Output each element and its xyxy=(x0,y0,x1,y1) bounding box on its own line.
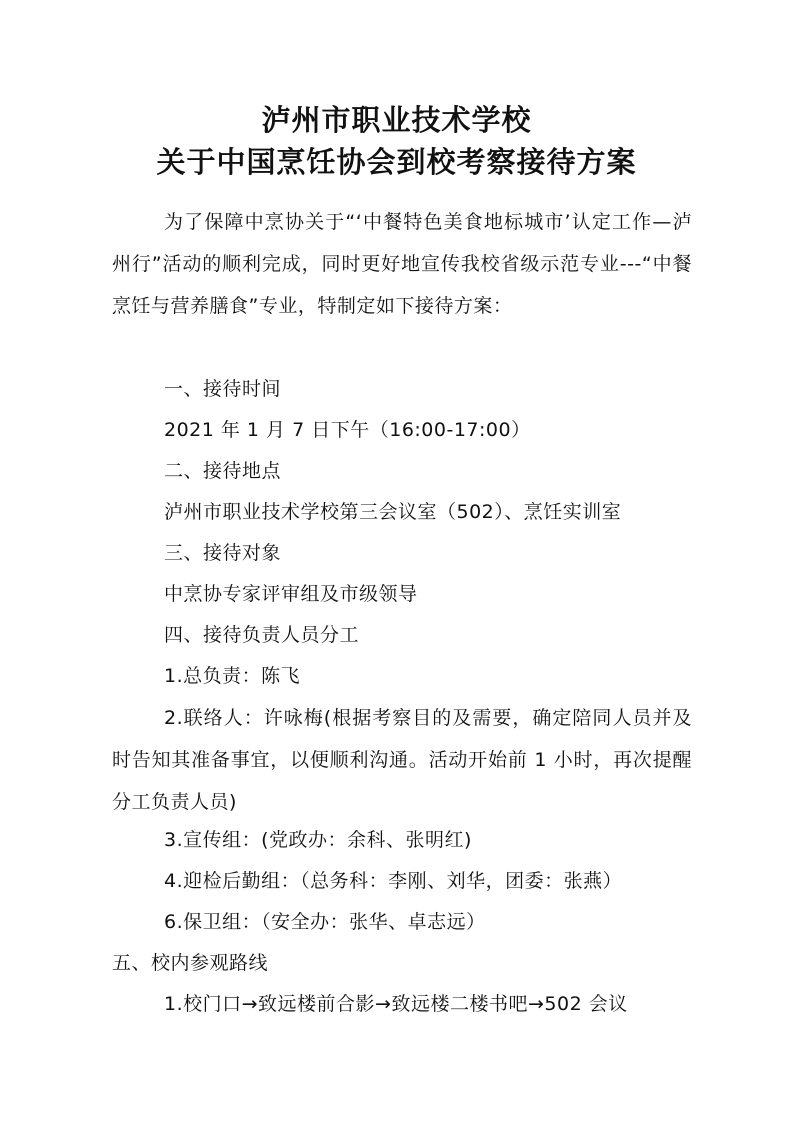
section1-heading: 一、接待时间 xyxy=(164,378,282,400)
document-title-school: 泸州市职业技术学校 xyxy=(261,103,532,137)
route-item-1: 1.校门口→致远楼前合影→致远楼二楼书吧→502 会议 xyxy=(164,993,628,1015)
section2-content: 泸州市职业技术学校第三会议室（502）、烹饪实训室 xyxy=(164,501,622,523)
responsibility-item-4: 4.迎检后勤组：（总务科：李刚、刘华，团委：张燕） xyxy=(164,870,623,892)
section3-content: 中烹协专家评审组及市级领导 xyxy=(164,583,418,605)
section4-heading: 四、接待负责人员分工 xyxy=(164,624,360,646)
responsibility-item-1: 1.总负责：陈飞 xyxy=(164,665,301,687)
responsibility-item-3: 3.宣传组：(党政办：余科、张明红) xyxy=(164,829,472,851)
section1-content: 2021 年 1 月 7 日下午（16:00-17:00） xyxy=(164,419,531,441)
responsibility-item-6: 6.保卫组：（安全办：张华、卓志远） xyxy=(164,911,486,933)
responsibility-item-2: 2.联络人：许咏梅(根据考察目的及需要，确定陪同人员并及时告知其准备事宜，以便顺利沟通。活动开始前 1 小时，再次提醒分工负责人员) xyxy=(112,707,692,813)
document-title-plan: 关于中国烹饪协会到校考察接待方案 xyxy=(156,145,637,179)
section5-heading: 五、校内参观路线 xyxy=(112,952,269,974)
section3-heading: 三、接待对象 xyxy=(164,542,282,564)
intro-paragraph: 为了保障中烹协关于“‘中餐特色美食地标城市’认定工作—泸州行”活动的顺利完成，同时更好地宣传我校省级示范专业---“中餐烹饪与营养膳食”专业，特制定如下接待方案： xyxy=(112,211,692,317)
section2-heading: 二、接待地点 xyxy=(164,460,282,482)
